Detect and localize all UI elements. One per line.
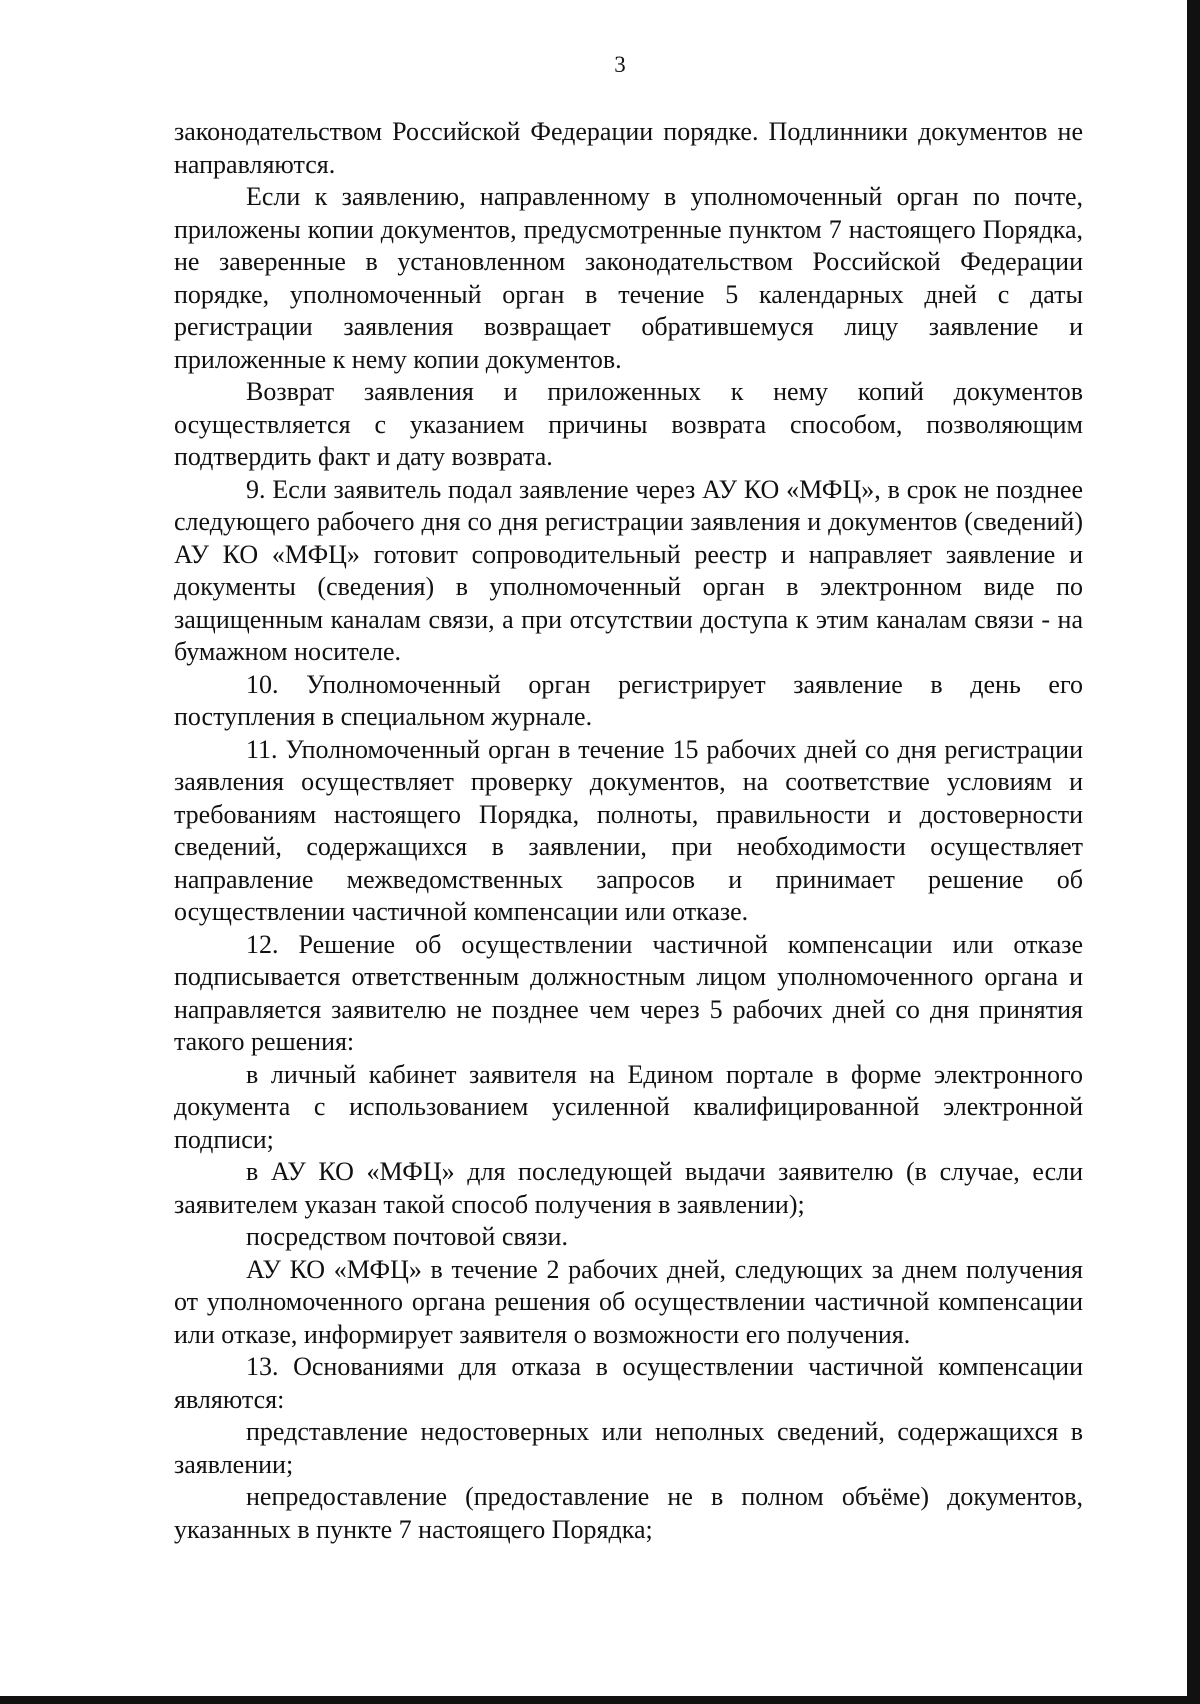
paragraph-mfc-inform: АУ КО «МФЦ» в течение 2 рабочих дней, следующих за днем получения от уполномоченного органа решения об осуществлении частичной компенсации или отказе, информирует заявителя о возможности его получения. [174, 1254, 1083, 1349]
document-body [174, 116, 1083, 1546]
paragraph-item-12: 12. Решение об осуществлении частичной компенсации или отказе подписывается ответственным должностным лицом уполномоченного органа и направляется заявителю не позднее чем через 5 рабочих дней со дня принятия такого решения: [174, 929, 1083, 1056]
paragraph-delivery-mfc: в АУ КО «МФЦ» для последующей выдачи заявителю (в случае, если заявителем указан такой способ получения в заявлении); [174, 1157, 1083, 1219]
paragraph-mail-copies: Если к заявлению, направленному в уполномоченный орган по почте, приложены копии документов, предусмотренные пунктом 7 настоящего Порядка, не заверенные в установленном законодательством Российской Федерации порядке, уполномоченный орган в течение 5 календарных дней с даты регистрации заявления возвращает обратившемуся лицу заявление и приложенные к нему копии документов. [174, 182, 1083, 374]
paragraph-delivery-portal: в личный кабинет заявителя на Едином портале в форме электронного документа с использованием усиленной квалифицированной электронной подписи; [174, 1059, 1083, 1154]
paragraph-return: Возврат заявления и приложенных к нему копий документов осуществляется с указанием причины возврата способом, позволяющим подтвердить факт и дату возврата. [174, 377, 1083, 471]
scan-edge-bottom [0, 1696, 1200, 1704]
paragraph-refusal-reason-2: непредоставление (предоставление не в полном объёме) документов, указанных в пункте 7 настоящего Порядка; [174, 1482, 1083, 1544]
scan-edge-right [1187, 0, 1200, 1704]
paragraph-item-11: 11. Уполномоченный орган в течение 15 рабочих дней со дня регистрации заявления осуществляет проверку документов, на соответствие условиям и требованиям настоящего Порядка, полноты, правильности и достоверности сведений, содержащихся в заявлении, при необходимости осуществляет направление межведомственных запросов и принимает решение об осуществлении частичной компенсации или отказе. [174, 734, 1083, 926]
paragraph-item-13: 13. Основаниями для отказа в осуществлении частичной компенсации являются: [174, 1352, 1083, 1414]
paragraph-delivery-post: посредством почтовой связи. [246, 1222, 568, 1251]
paragraph-refusal-reason-1: представление недостоверных или неполных сведений, содержащихся в заявлении; [174, 1417, 1083, 1479]
paragraph-continuation: законодательством Российской Федерации порядке. Подлинники документов не направляются. [174, 117, 1083, 179]
page-number: 3 [614, 52, 626, 77]
paragraph-item-10: 10. Уполномоченный орган регистрирует заявление в день его поступления в специальном журнале. [174, 669, 1083, 731]
paragraph-item-9: 9. Если заявитель подал заявление через АУ КО «МФЦ», в срок не позднее следующего рабочего дня со дня регистрации заявления и документов (сведений) АУ КО «МФЦ» готовит сопроводительный реестр и направляет заявление и документы (сведения) в уполномоченный орган в электронном виде по защищенным каналам связи, а при отсутствии доступа к этим каналам связи - на бумажном носителе. [174, 474, 1083, 666]
